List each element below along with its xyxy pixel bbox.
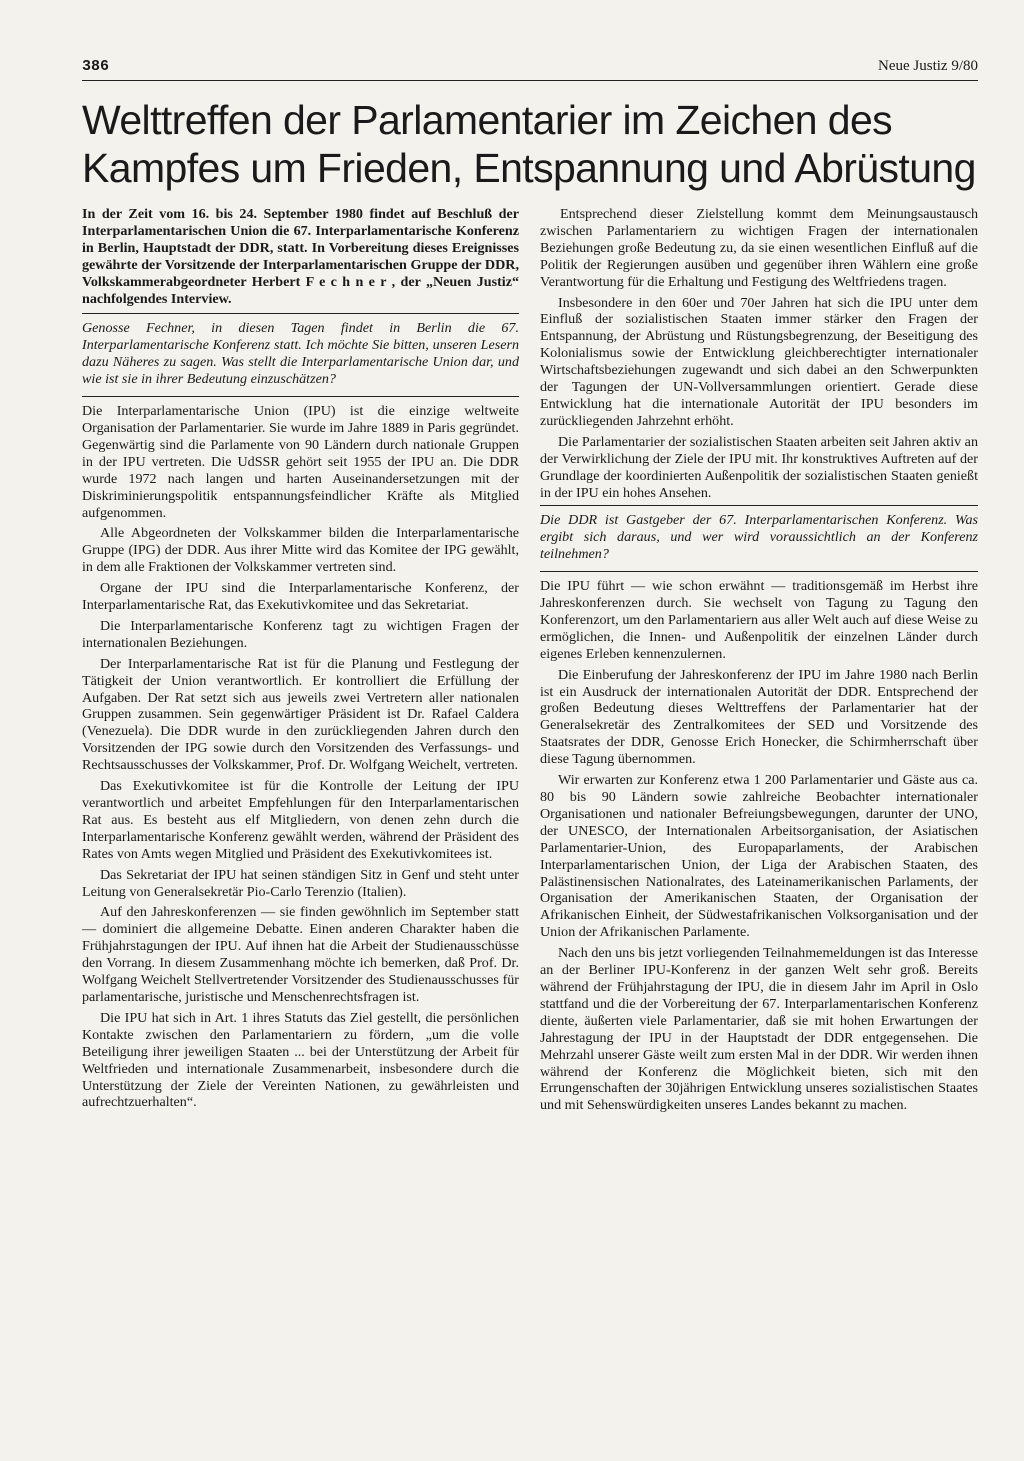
answer-paragraph: Das Exekutivkomitee ist für die Kontrolle der Leitung der IPU verantwortlich und arbeitet Empfehlungen für den Interparlamentarischen Rat aus. Es besteht aus elf Mitgliedern, von denen zehn durch die Interparlamentarische Konferenz gewählt werden, während der Präsident des Rates von Amts wegen Mitglied und Präsident des Exekutivkomitees ist. (82, 778, 519, 862)
interview-question-1: Genosse Fechner, in diesen Tagen findet in Berlin die 67. Interparlamentarische Konferenz statt. Ich möchte Sie bitten, unseren Lesern dazu Näheres zu sagen. Was stellt die Interparlamentarische Union dar, und wie ist sie in ihrer Bedeutung einzuschätzen? (82, 320, 519, 388)
section-divider (540, 505, 978, 506)
answer-paragraph: Insbesondere in den 60er und 70er Jahren hat sich die IPU unter dem Einfluß der sozialistischen Staaten immer stärker den Fragen der Entspannung, der Abrüstung und Rüstungsbegrenzung, der Beseitigung des Kolonialismus sowie der Entwicklung gleichberechtigter internationaler Wirtschaftsbeziehungen zugewandt und sich dabei an den Schwerpunkten der Tagungen der UN-Vollversammlungen orientiert. Gerade diese Entwicklung hat die internationale Autorität der IPU besonders im zurückliegenden Jahrzehnt erhöht. (540, 294, 978, 429)
answer-paragraph: Die IPU hat sich in Art. 1 ihres Statuts das Ziel gestellt, die persönlichen Kontakte zwischen den Parlamentariern zu fördern, „um die volle Beteiligung ihrer jeweiligen Staaten ... bei der Unterstützung der Arbeit für Weltfrieden und internationale Zusammenarbeit, insbesondere durch die Unterstützung der Ziele der Vereinten Nationen, zu gewährleisten und aufrechtzuerhalten“. (82, 1009, 519, 1111)
interview-question-2: Die DDR ist Gastgeber der 67. Interparlamentarischen Konferenz. Was ergibt sich daraus, und wer wird voraussichtlich an der Konferenz teilnehmen? (540, 512, 978, 563)
answer-paragraph: Nach den uns bis jetzt vorliegenden Teilnahmemeldungen ist das Interesse an der Berliner IPU-Konferenz in der ganzen Welt sehr groß. Bereits während der Frühjahrstagung der IPU, die in diesem Jahr im April in Oslo stattfand und die der Vorbereitung der 67. Interparlamentarischen Konferenz diente, äußerten viele Parlamentarier, daß sie mit hohen Erwartungen der Jahrestagung der IPU in der Hauptstadt der DDR entgegensehen. Die Mehrzahl unserer Gäste weilt zum ersten Mal in der DDR. Wir werden ihnen während der Konferenz die Möglichkeit bieten, sich mit den Errungenschaften der 30jährigen Entwicklung unseres sozialistischen Staates und mit Sehenswürdigkeiten unseres Landes bekannt zu machen. (540, 945, 978, 1114)
answer-paragraph: Auf den Jahreskonferenzen — sie finden gewöhnlich im September statt — dominiert die allgemeine Debatte. Einen anderen Charakter haben die Frühjahrstagungen der IPU. Auf ihnen hat die Arbeit der Studienausschüsse den Vorrang. In diesem Zusammenhang möchte ich bemerken, daß Prof. Dr. Wolfgang Weichelt Stellvertretender Vorsitzender des Studienausschusses für parlamentarische, juristische und Menschenrechtsfragen ist. (82, 904, 519, 1005)
section-divider (82, 313, 519, 314)
page-number: 386 (82, 58, 110, 75)
left-column (82, 206, 519, 1115)
answer-paragraph: Wir erwarten zur Konferenz etwa 1 200 Parlamentarier und Gäste aus ca. 80 bis 90 Ländern sowie zahlreiche Beobachter internationaler Organisationen und nationaler Befreiungsbewegungen, darunter der UNO, der UNESCO, der Internationalen Arbeitsorganisation, der Asiatischen Parlamentarier-Union, des Europaparlaments, der Arabischen Interparlamentarischen Union, der Liga der Arabischen Staaten, des Palästinensischen Nationalrates, des Lateinamerikanischen Parlaments, der Organisation der Amerikanischen Staaten, der Organisation der Afrikanischen Einheit, der Südwestafrikanischen Volksorganisation und der Union der Afrikanischen Parlamente. (540, 772, 978, 941)
answer-paragraph: Entsprechend dieser Zielstellung kommt dem Meinungsaustausch zwischen Parlamentariern zu wichtigen Fragen der internationalen Beziehungen große Bedeutung zu, da sie einen wesentlichen Einfluß auf die Politik der Regierungen ausüben und gegenüber ihren Wählern eine große Verantwortung für die Erhaltung und Festigung des Weltfriedens tragen. (540, 206, 978, 290)
answer-paragraph: Die Interparlamentarische Union (IPU) ist die einzige weltweite Organisation der Parlamentarier. Sie wurde im Jahre 1889 in Paris gegründet. Gegenwärtig sind die Parlamente von 90 Ländern durch nationale Gruppen in der IPU vertreten. Die UdSSR gehört seit 1955 der IPU an. Die DDR wurde 1972 nach langen und harten Auseinandersetzungen mit der Diskriminierungspolitik entspannungsfeindlicher Kräfte als Mitglied aufgenommen. (82, 403, 519, 521)
section-divider (540, 571, 978, 572)
answer-paragraph: Alle Abgeordneten der Volkskammer bilden die Interparlamentarische Gruppe (IPG) der DDR. Aus ihrer Mitte wird das Komitee der IPG gewählt, in dem alle Fraktionen der Volkskammer vertreten sind. (82, 525, 519, 576)
section-divider (82, 396, 519, 397)
article-title: Welttreffen der Parlamentarier im Zeichen des Kampfes um Frieden, Entspannung und Abrüstung (82, 97, 976, 191)
answer-paragraph: Organe der IPU sind die Interparlamentarische Konferenz, der Interparlamentarische Rat, das Exekutivkomitee und das Sekretariat. (82, 580, 519, 614)
running-header (82, 58, 978, 81)
answer-paragraph: Die Parlamentarier der sozialistischen Staaten arbeiten seit Jahren aktiv an der Verwirklichung der Ziele der IPU mit. Ihr konstruktives Auftreten auf der Grundlage der koordinierten Außenpolitik der sozialistischen Staaten genießt in der IPU ein hohes Ansehen. (540, 433, 978, 501)
journal-issue: Neue Justiz 9/80 (878, 58, 978, 74)
right-column (540, 206, 978, 1118)
answer-paragraph: Das Sekretariat der IPU hat seinen ständigen Sitz in Genf und steht unter Leitung von Generalsekretär Pio-Carlo Terenzio (Italien). (82, 866, 519, 900)
article-lead: In der Zeit vom 16. bis 24. September 1980 findet auf Beschluß der Interparlamentarischen Union die 67. Interparlamentarische Konferenz in Berlin, Hauptstadt der DDR, statt. In Vorbereitung dieses Ereignisses gewährte der Vorsitzende der Interparlamentarischen Gruppe der DDR, Volkskammerabgeordneter Herbert F e c h n e r , der „Neuen Justiz“ nachfolgendes Interview. (82, 206, 519, 307)
answer-paragraph: Die IPU führt — wie schon erwähnt — traditionsgemäß im Herbst ihre Jahreskonferenzen durch. Sie wechselt von Tagung zu Tagung den Konferenzort, um den Parlamentariern aus aller Welt auch auf diese Weise zu ermöglichen, die Innen- und Außenpolitik der einzelnen Länder durch eigenes Erleben kennenzulernen. (540, 578, 978, 662)
answer-paragraph: Die Einberufung der Jahreskonferenz der IPU im Jahre 1980 nach Berlin ist ein Ausdruck der internationalen Autorität der DDR. Entsprechend der großen Bedeutung dieses Welttreffens der Parlamentarier hat der Generalsekretär des Zentralkomitees der SED und Vorsitzende des Staatsrates der DDR, Genosse Erich Honecker, die Schirmherrschaft über diese Tagung übernommen. (540, 666, 978, 768)
answer-paragraph: Der Interparlamentarische Rat ist für die Planung und Festlegung der Tätigkeit der Union verantwortlich. Er kontrolliert die Erfüllung der Aufgaben. Der Rat setzt sich aus jeweils zwei Vertretern aller nationalen Gruppen zusammen. Sein gegenwärtiger Präsident ist Dr. Rafael Caldera (Venezuela). Die DDR wurde in den zurückliegenden Jahren durch den Vorsitzenden der IPG sowie durch den Vorsitzenden des Verfassungs- und Rechtsausschusses der Volkskammer, Prof. Dr. Wolfgang Weichelt, vertreten. (82, 655, 519, 774)
answer-paragraph: Die Interparlamentarische Konferenz tagt zu wichtigen Fragen der internationalen Beziehungen. (82, 617, 519, 651)
